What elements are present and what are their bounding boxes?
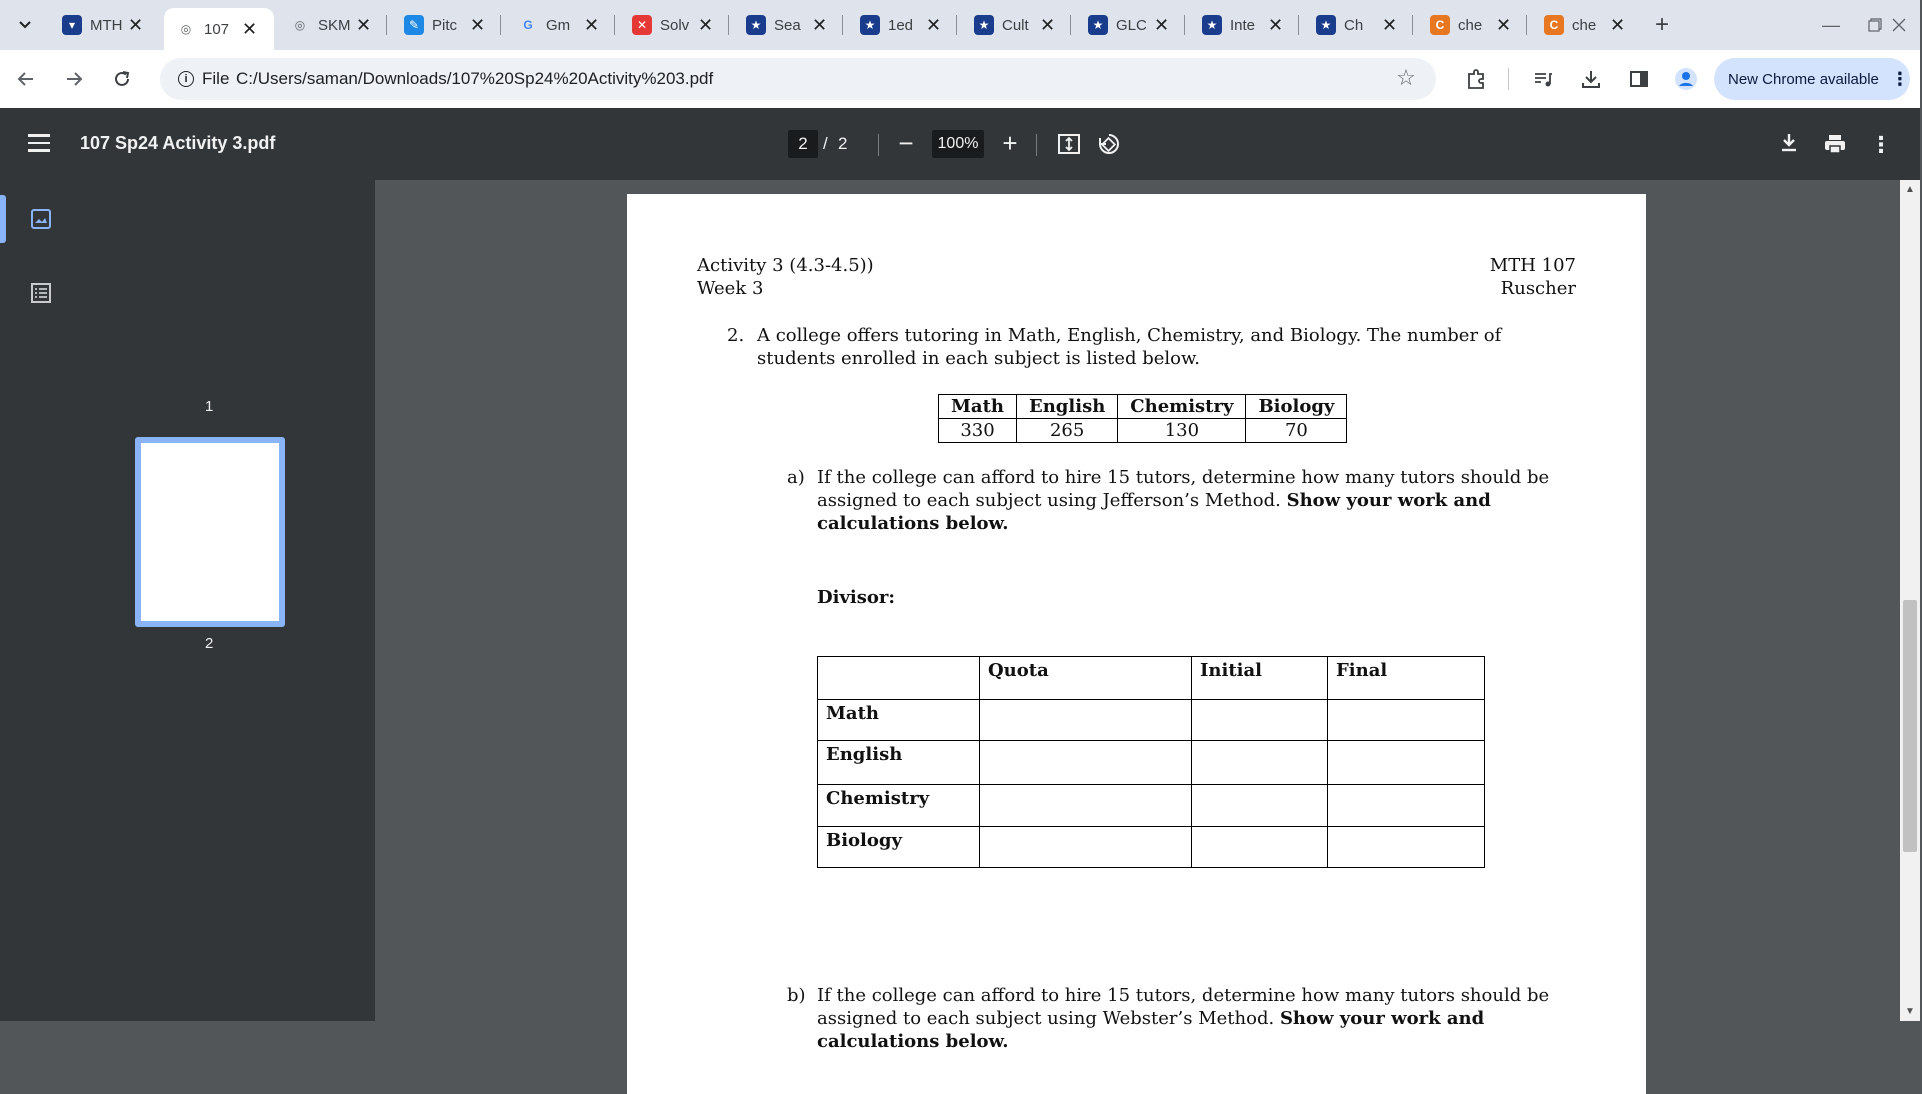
course-code: MTH 107 — [1489, 255, 1576, 276]
tab-title: Pitc — [432, 16, 458, 34]
question-text: A college offers tutoring in Math, English, Chemistry, and Biology. The number of students enrolled in each subject is listed below. — [757, 325, 1502, 369]
page-thumbnail-2[interactable] — [135, 437, 285, 627]
more-vert-icon[interactable]: ⋮ — [1870, 132, 1892, 157]
vertical-scrollbar[interactable] — [1900, 180, 1920, 1021]
tab-search-button[interactable] — [8, 10, 42, 40]
browser-tab[interactable] — [1304, 8, 1414, 42]
new-chrome-available-button[interactable] — [1714, 58, 1910, 100]
browser-tab[interactable] — [1190, 8, 1300, 42]
tab-title: Sea — [774, 16, 801, 34]
table-cell: 130 — [1118, 419, 1246, 443]
close-icon[interactable]: ✕ — [1382, 15, 1398, 35]
address-bar[interactable] — [160, 58, 1436, 100]
close-icon — [1892, 18, 1906, 32]
thumbnails-icon[interactable] — [30, 208, 52, 230]
pdf-viewer[interactable] — [375, 180, 1900, 1052]
star-shield-icon: ★ — [1316, 15, 1336, 35]
tab-separator — [1298, 15, 1299, 35]
tab-title: Gm — [546, 16, 571, 34]
close-icon[interactable]: ✕ — [698, 15, 714, 35]
reload-icon — [113, 70, 131, 88]
table-cell — [1328, 741, 1485, 785]
rotate-icon[interactable] — [1097, 132, 1123, 158]
extensions-icon[interactable] — [1463, 66, 1489, 92]
thumbnail-label-page-1: 1 — [205, 398, 214, 415]
part-text — [817, 466, 1577, 535]
page-total: 2 — [838, 134, 848, 153]
more-vert-icon: ⋮ — [1890, 68, 1909, 89]
close-icon[interactable]: ✕ — [812, 15, 828, 35]
close-icon[interactable]: ✕ — [1610, 15, 1626, 35]
tab-title: MTH — [90, 16, 123, 34]
part-text-bold: Show your work and calculations below. — [817, 1008, 1485, 1052]
x-logo-icon: ✕ — [632, 15, 652, 35]
table-header-row — [818, 657, 1485, 700]
part-text-plain: If the college can afford to hire 15 tutors, determine how many tutors should be assigned to each subject using Jefferson’s Method. — [817, 467, 1550, 511]
pdf-toolbar — [0, 108, 1920, 180]
table-cell — [980, 785, 1192, 827]
tab-title: Cult — [1002, 16, 1029, 34]
question-number: 2. — [727, 325, 745, 346]
thumbnail-label-page-2: 2 — [205, 635, 214, 652]
toolbar-divider — [1508, 68, 1509, 90]
table-header-cell: Initial — [1192, 657, 1328, 700]
tab-title: GLC — [1116, 16, 1147, 34]
part-text-bold: Show your work and calculations below. — [817, 490, 1491, 534]
apportionment-table — [817, 656, 1485, 868]
shield-icon: ▾ — [62, 15, 82, 35]
close-icon[interactable]: ✕ — [584, 15, 600, 35]
table-header-cell: Chemistry — [1118, 395, 1246, 419]
info-icon: i — [178, 71, 194, 87]
row-label: English — [818, 741, 980, 785]
header-left — [697, 254, 874, 300]
tab-separator — [1184, 15, 1185, 35]
table-cell — [1328, 785, 1485, 827]
update-label: New Chrome available — [1728, 70, 1879, 88]
table-row — [818, 827, 1485, 868]
globe-icon: ◎ — [294, 18, 306, 32]
star-shield-icon: ★ — [1088, 15, 1108, 35]
table-header-cell: Math — [939, 395, 1017, 419]
zoom-out-button[interactable]: − — [898, 128, 914, 158]
table-cell: 70 — [1246, 419, 1347, 443]
new-tab-button[interactable]: + — [1654, 11, 1669, 38]
active-indicator — [0, 195, 6, 243]
close-icon[interactable]: ✕ — [1154, 15, 1170, 35]
tab-separator — [386, 15, 387, 35]
tab-title: Inte — [1230, 16, 1256, 34]
arrow-left-icon — [17, 70, 35, 88]
row-label: Chemistry — [818, 785, 980, 827]
row-label: Biology — [818, 827, 980, 868]
close-icon[interactable]: ✕ — [356, 15, 372, 35]
tab-title: che — [1572, 16, 1597, 34]
row-label: Math — [818, 700, 980, 741]
profile-avatar-icon[interactable] — [1673, 66, 1699, 92]
browser-tab[interactable] — [620, 8, 730, 42]
scroll-thumb[interactable] — [1903, 600, 1917, 852]
tab-title: Ch — [1344, 16, 1364, 34]
table-row — [939, 419, 1347, 443]
downloads-icon[interactable] — [1578, 66, 1604, 92]
table-header-cell — [818, 657, 980, 700]
close-icon[interactable]: ✕ — [128, 15, 144, 35]
pdf-file-title: 107 Sp24 Activity 3.pdf — [80, 133, 276, 153]
google-icon: G — [523, 18, 533, 32]
site-info-chip[interactable] — [168, 64, 239, 94]
table-header-cell: English — [1017, 395, 1118, 419]
browser-tab[interactable] — [164, 8, 274, 50]
instructor-name: Ruscher — [1500, 278, 1576, 299]
scroll-up-arrow-icon[interactable]: ▲ — [1905, 184, 1915, 195]
tab-title: 1ed — [888, 16, 914, 34]
table-header-cell: Quota — [980, 657, 1192, 700]
page-number-input[interactable]: 2 — [788, 130, 818, 158]
tab-separator — [956, 15, 957, 35]
browser-tab[interactable] — [848, 8, 958, 42]
print-icon[interactable] — [1823, 132, 1849, 158]
close-icon[interactable]: ✕ — [242, 19, 258, 39]
scheme-label: File — [202, 69, 230, 88]
close-icon[interactable]: ✕ — [926, 15, 942, 35]
table-cell — [980, 827, 1192, 868]
week-label: Week 3 — [697, 278, 764, 299]
tab-title: Solv — [660, 16, 690, 34]
table-row — [818, 785, 1485, 827]
browser-tab[interactable] — [278, 8, 388, 42]
star-shield-icon: ★ — [974, 15, 994, 35]
browser-tab[interactable] — [1418, 8, 1528, 42]
browser-tab[interactable] — [50, 8, 160, 42]
chegg-icon: C — [1430, 15, 1450, 35]
star-shield-icon: ★ — [746, 15, 766, 35]
tab-title: SKM — [318, 16, 351, 34]
part-label: a) — [787, 467, 805, 488]
table-cell — [980, 700, 1192, 741]
table-row — [818, 700, 1485, 741]
part-text — [817, 984, 1577, 1053]
chevron-down-icon — [18, 18, 32, 32]
table-cell — [1328, 827, 1485, 868]
header-right — [1490, 254, 1576, 300]
table-cell — [1192, 827, 1328, 868]
divider — [878, 134, 879, 156]
activity-title: Activity 3 (4.3-4.5)) — [697, 255, 874, 276]
table-row — [818, 741, 1485, 785]
browser-tab[interactable] — [392, 8, 502, 42]
table-cell — [980, 741, 1192, 785]
part-label: b) — [787, 985, 806, 1006]
document-outline-icon[interactable] — [30, 282, 52, 304]
close-icon[interactable]: ✕ — [1040, 15, 1056, 35]
hamburger-menu-icon[interactable] — [28, 134, 50, 152]
tab-strip — [0, 0, 1920, 50]
tab-title: che — [1458, 16, 1483, 34]
browser-toolbar — [0, 50, 1920, 108]
close-icon[interactable]: ✕ — [1268, 15, 1284, 35]
divisor-label: Divisor: — [817, 587, 896, 608]
tab-separator — [1070, 15, 1071, 35]
table-cell: 265 — [1017, 419, 1118, 443]
download-icon[interactable] — [1778, 132, 1804, 158]
table-header-cell: Biology — [1246, 395, 1347, 419]
tab-separator — [614, 15, 615, 35]
bookmark-star-icon[interactable]: ☆ — [1396, 65, 1416, 90]
browser-tab[interactable] — [1532, 8, 1642, 42]
media-control-icon[interactable] — [1530, 66, 1556, 92]
tab-title: 107 — [204, 20, 230, 38]
browser-tab[interactable] — [506, 8, 616, 42]
divider — [1036, 134, 1037, 156]
tab-separator — [728, 15, 729, 35]
browser-tab[interactable] — [1076, 8, 1186, 42]
tab-separator — [1412, 15, 1413, 35]
arrow-right-icon — [65, 70, 83, 88]
page-separator: / — [823, 134, 828, 153]
table-header-cell: Final — [1328, 657, 1485, 700]
fit-page-icon[interactable] — [1057, 132, 1083, 158]
close-icon[interactable]: ✕ — [470, 15, 486, 35]
pitch-icon: ✎ — [404, 15, 424, 35]
star-shield-icon: ★ — [1202, 15, 1222, 35]
side-panel-icon[interactable] — [1626, 66, 1652, 92]
pdf-page — [627, 194, 1646, 1094]
tab-separator — [1526, 15, 1527, 35]
zoom-level-input[interactable]: 100% — [932, 130, 984, 158]
close-window-button[interactable] — [1876, 10, 1922, 40]
globe-icon: ◎ — [180, 22, 192, 36]
back-button[interactable] — [10, 63, 42, 95]
star-shield-icon: ★ — [860, 15, 880, 35]
minimize-button[interactable]: — — [1822, 14, 1840, 35]
table-header-row — [939, 395, 1347, 419]
zoom-in-button[interactable]: + — [1002, 128, 1018, 158]
scroll-down-arrow-icon[interactable]: ▼ — [1905, 1006, 1915, 1017]
close-icon[interactable]: ✕ — [1496, 15, 1512, 35]
tab-separator — [842, 15, 843, 35]
table-cell — [1328, 700, 1485, 741]
table-cell — [1192, 741, 1328, 785]
table-cell — [1192, 785, 1328, 827]
browser-tab[interactable] — [962, 8, 1072, 42]
reload-button[interactable] — [106, 63, 138, 95]
chegg-icon: C — [1544, 15, 1564, 35]
browser-tab[interactable] — [734, 8, 844, 42]
part-text-plain: If the college can afford to hire 15 tutors, determine how many tutors should be assigned to each subject using Webster’s Method. — [817, 985, 1550, 1029]
url-text[interactable]: C:/Users/saman/Downloads/107%20Sp24%20Activity%203.pdf — [236, 69, 714, 88]
tab-separator — [500, 15, 501, 35]
table-cell: 330 — [939, 419, 1017, 443]
forward-button[interactable] — [58, 63, 90, 95]
table-cell — [1192, 700, 1328, 741]
pdf-sidebar — [0, 180, 375, 1021]
enrollment-table — [938, 394, 1347, 443]
